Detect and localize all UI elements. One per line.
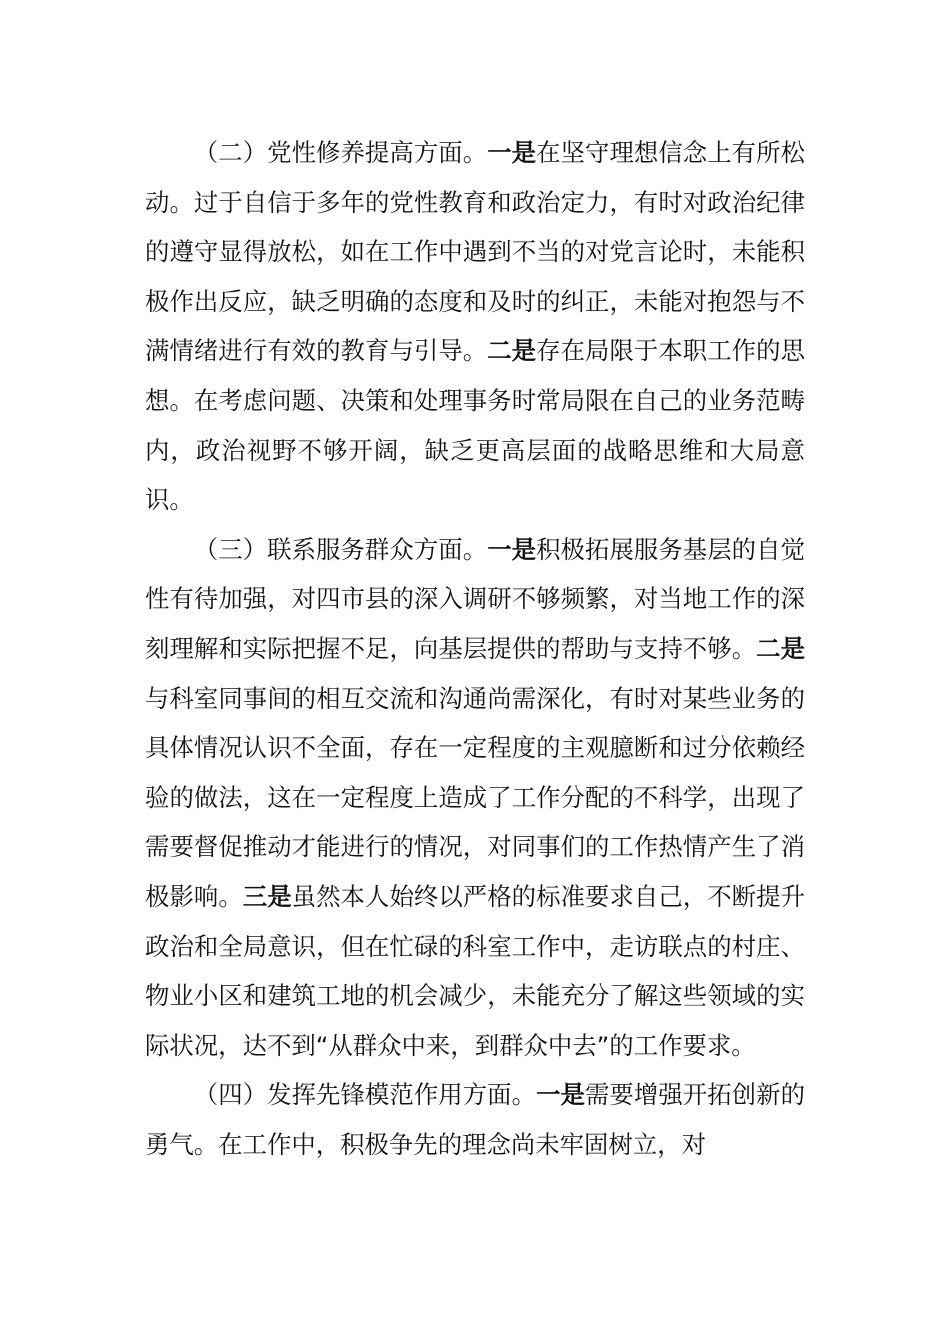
text-segment: 与科室同事间的相互交流和沟通尚需深化，有时对某些业务的具体情况认识不全面，存在一定程度的主观臆断和过分依赖经验的做法，这在一定程度上造成了工作分配的不科学，出现了需要督促推动才能进行的情况，对同事们的工作热情产生了消极影响。 <box>145 683 805 911</box>
text-segment: 在坚守理想信念上有所松动。过于自信于多年的党性教育和政治定力，有时对政治纪律的遵守显得放松，如在工作中遇到不当的对党言论时，未能积极作出反应，缺乏明确的态度和及时的纠正，未能对抱怨与不满情绪进行有效的教育与引导。 <box>145 138 805 366</box>
emphasis-first: 一是 <box>487 534 537 564</box>
emphasis-first: 一是 <box>536 1080 585 1110</box>
paragraph-party-spirit <box>145 128 805 525</box>
emphasis-second: 二是 <box>756 633 805 663</box>
text-segment: 需要增强开拓创新的勇气。在工作中，积极争先的理念尚未牢固树立，对 <box>145 1080 805 1159</box>
text-segment: （四）发挥先锋模范作用方面。 <box>193 1080 537 1110</box>
emphasis-third: 三是 <box>242 881 292 911</box>
text-segment: 存在局限于本职工作的思想。在考虑问题、决策和处理事务时常局限在自己的业务范畴内，政治视野不够开阔，缺乏更高层面的战略思维和大局意识。 <box>145 336 805 515</box>
text-segment: （二）党性修养提高方面。 <box>193 138 488 167</box>
paragraph-vanguard-role <box>145 1070 805 1169</box>
emphasis-second: 二是 <box>487 336 537 366</box>
paragraph-serving-masses <box>145 525 805 1071</box>
text-segment: 虽然本人始终以严格的标准要求自己，不断提升政治和全局意识，但在忙碌的科室工作中，走访联点的村庄、物业小区和建筑工地的机会减少，未能充分了解这些领域的实际状况，达不到“从群众中来，到群众中去”的工作要求。 <box>145 881 805 1060</box>
document-page <box>145 128 805 1169</box>
text-segment: 积极拓展服务基层的自觉性有待加强，对四市县的深入调研不够频繁，对当地工作的深刻理解和实际把握不足，向基层提供的帮助与支持不够。 <box>145 534 805 663</box>
text-segment: （三）联系服务群众方面。 <box>193 534 488 564</box>
emphasis-first: 一是 <box>487 138 537 167</box>
